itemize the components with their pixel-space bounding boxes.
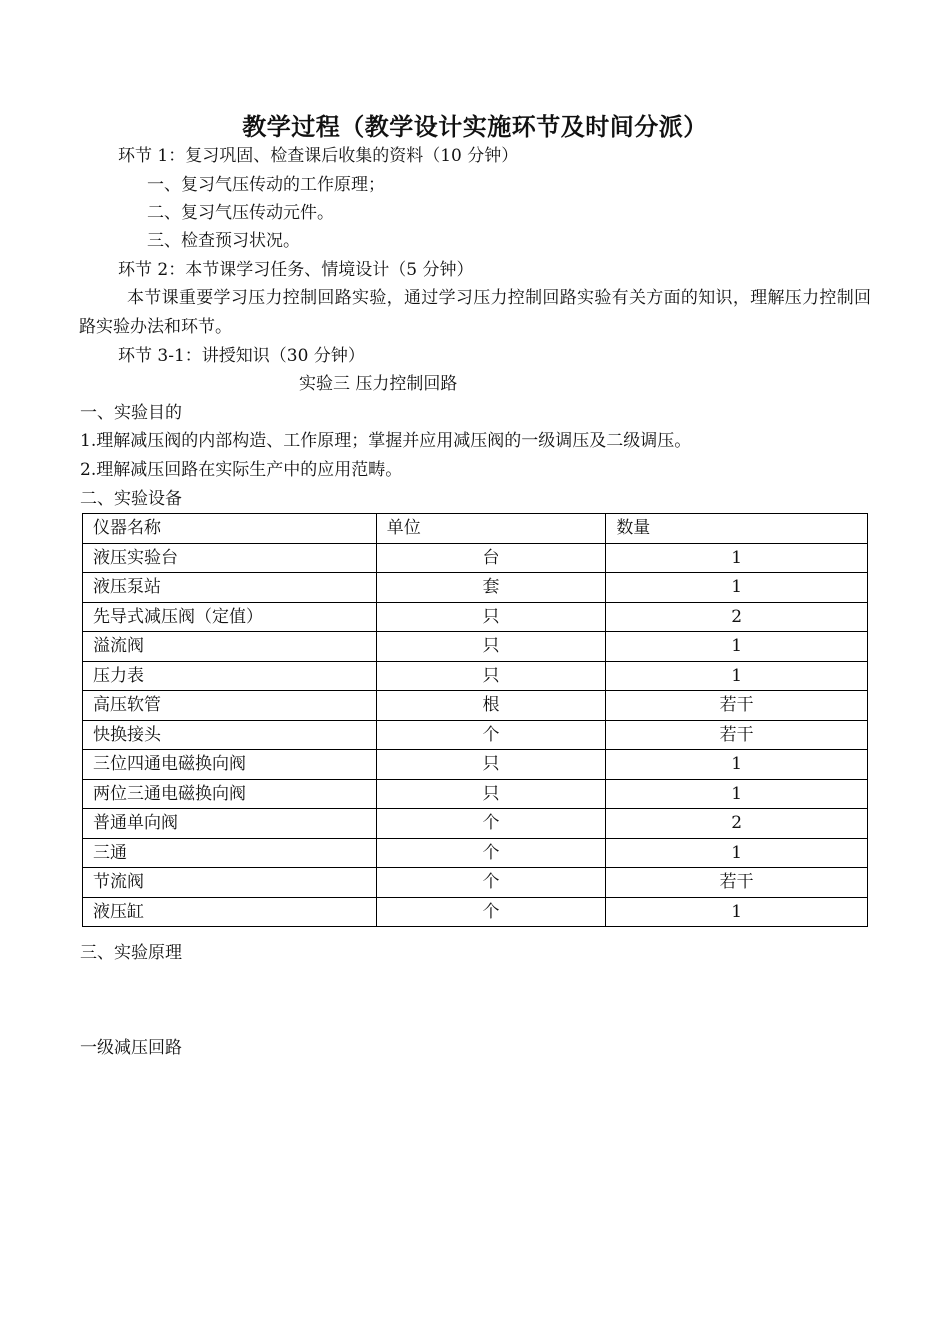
cell-unit: 台 [376, 543, 606, 573]
cell-quantity: 若干 [606, 691, 868, 721]
cell-quantity: 1 [606, 573, 868, 603]
cell-unit: 个 [376, 897, 606, 927]
cell-name: 三通 [83, 838, 377, 868]
cell-quantity: 1 [606, 750, 868, 780]
page-title: 教学过程（教学设计实施环节及时间分派） [242, 112, 708, 141]
purpose-item-1: 1.理解减压阀的内部构造、工作原理；掌握并应用减压阀的一级调压及二级调压。 [80, 431, 692, 451]
cell-name: 溢流阀 [83, 632, 377, 662]
section3-heading: 环节 3-1：讲授知识（30 分钟） [118, 346, 365, 366]
cell-name: 液压泵站 [83, 573, 377, 603]
table-row [83, 750, 868, 780]
cell-quantity: 1 [606, 543, 868, 573]
cell-unit: 套 [376, 573, 606, 603]
circuit-label: 一级减压回路 [80, 1038, 182, 1058]
table-row [83, 602, 868, 632]
table-row [83, 632, 868, 662]
table-row [83, 661, 868, 691]
cell-quantity: 1 [606, 897, 868, 927]
cell-quantity: 1 [606, 661, 868, 691]
cell-name: 节流阀 [83, 868, 377, 898]
section1-item-2: 二、复习气压传动元件。 [147, 203, 334, 223]
cell-quantity: 1 [606, 632, 868, 662]
cell-name: 三位四通电磁换向阀 [83, 750, 377, 780]
cell-quantity: 2 [606, 809, 868, 839]
cell-name: 两位三通电磁换向阀 [83, 779, 377, 809]
table-row [83, 720, 868, 750]
cell-unit: 个 [376, 809, 606, 839]
experiment-title: 实验三 压力控制回路 [299, 374, 458, 394]
cell-name: 快换接头 [83, 720, 377, 750]
table-row [83, 779, 868, 809]
cell-unit: 根 [376, 691, 606, 721]
table-row [83, 868, 868, 898]
cell-unit: 个 [376, 720, 606, 750]
section1-item-1: 一、复习气压传动的工作原理； [147, 175, 385, 195]
cell-name: 压力表 [83, 661, 377, 691]
header-cell-name: 仪器名称 [83, 514, 377, 544]
cell-quantity: 1 [606, 779, 868, 809]
table-row [83, 838, 868, 868]
section2-paragraph: 本节课重要学习压力控制回路实验，通过学习压力控制回路实验有关方面的知识，理解压力控制回路实验办法和环节。 [79, 288, 871, 337]
cell-name: 先导式减压阀（定值） [83, 602, 377, 632]
purpose-heading: 一、实验目的 [80, 403, 182, 423]
table-row [83, 809, 868, 839]
cell-quantity: 若干 [606, 868, 868, 898]
purpose-item-2: 2.理解减压回路在实际生产中的应用范畴。 [80, 460, 403, 480]
cell-name: 普通单向阀 [83, 809, 377, 839]
table-row [83, 691, 868, 721]
cell-unit: 个 [376, 868, 606, 898]
section1-heading: 环节 1：复习巩固、检查课后收集的资料（10 分钟） [118, 146, 519, 166]
cell-unit: 只 [376, 779, 606, 809]
table-row [83, 897, 868, 927]
cell-name: 液压缸 [83, 897, 377, 927]
equipment-heading: 二、实验设备 [80, 489, 182, 509]
table-header-row [83, 514, 868, 544]
cell-unit: 只 [376, 750, 606, 780]
equipment-table [82, 513, 868, 927]
cell-unit: 只 [376, 632, 606, 662]
cell-unit: 只 [376, 602, 606, 632]
table-row [83, 543, 868, 573]
header-cell-quantity: 数量 [606, 514, 868, 544]
header-cell-unit: 单位 [376, 514, 606, 544]
cell-name: 液压实验台 [83, 543, 377, 573]
principle-heading: 三、实验原理 [80, 943, 182, 963]
cell-name: 高压软管 [83, 691, 377, 721]
cell-quantity: 1 [606, 838, 868, 868]
cell-unit: 只 [376, 661, 606, 691]
cell-quantity: 若干 [606, 720, 868, 750]
table-row [83, 573, 868, 603]
section2-heading: 环节 2：本节课学习任务、情境设计（5 分钟） [118, 260, 474, 280]
cell-unit: 个 [376, 838, 606, 868]
section1-item-3: 三、检查预习状况。 [147, 231, 300, 251]
cell-quantity: 2 [606, 602, 868, 632]
